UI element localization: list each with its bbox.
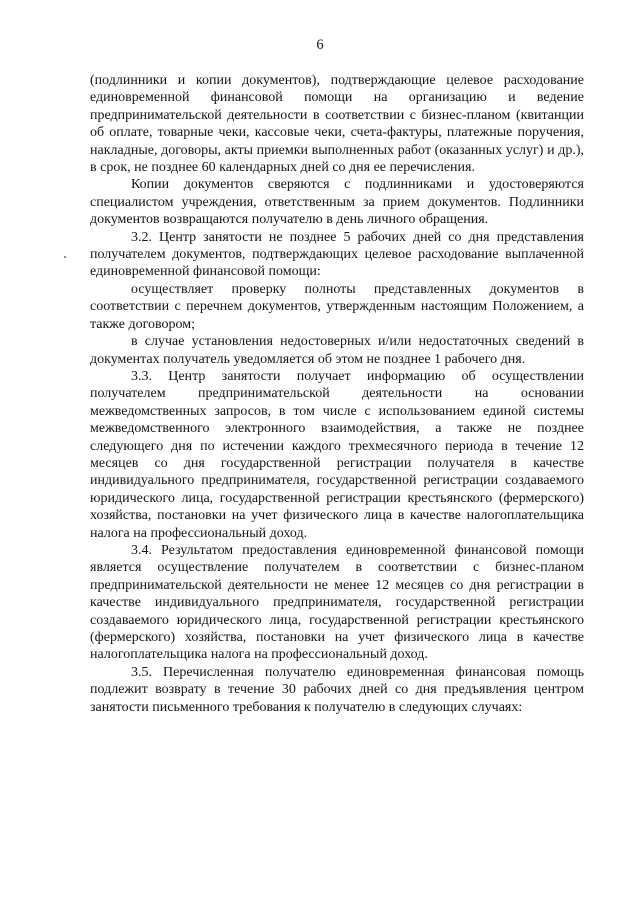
paragraph-documents-list: (подлинники и копии документов), подтверждающие целевое расходование единовременной финансовой помощи на организацию и ведение предпринимательской деятельности в соответствии с бизнес-планом (квитанции об оплате, товарные чеки, кассовые чеки, счета-фактуры, платежные поручения, накладные, договоры, акты приемки выполненных работ (оказанных услуг) и др.), в срок, не позднее 60 календарных дней со дня ее перечисления. (90, 73, 584, 176)
paragraph-notification: в случае установления недостоверных и/или недостаточных сведений в документах получатель уведомляется об этом не позднее 1 рабочего дня. (90, 334, 584, 367)
scan-speck (64, 256, 66, 258)
document-body (90, 72, 584, 716)
paragraph-clause-3-5: 3.5. Перечисленная получателю единовременная финансовая помощь подлежит возврату в течение 30 рабочих дней со дня предъявления центром занятости письменного требования к получателю в следующих случаях: (90, 664, 584, 715)
paragraph-completeness-check: осуществляет проверку полноты представленных документов в соответствии с перечнем документов, утвержденным настоящим Положением, а также договором; (90, 281, 584, 332)
page-number: 6 (316, 37, 324, 53)
paragraph-clause-3-2: 3.2. Центр занятости не позднее 5 рабочих дней со дня представления получателем документов, подтверждающих целевое расходование выплаченной единовременной финансовой помощи: (90, 229, 584, 280)
paragraph-clause-3-4: 3.4. Результатом предоставления единовременной финансовой помощи является осуществление получателем в соответствии с бизнес-планом предпринимательской деятельности не менее 12 месяцев со дня регистрации в качестве индивидуального предпринимателя, государственной регистрации создаваемого юридического лица, государственной регистрации крестьянского (фермерского) хозяйства, постановки на учет физического лица в качестве налогоплательщика налога на профессиональный доход. (90, 542, 584, 663)
paragraph-clause-3-3: 3.3. Центр занятости получает информацию об осуществлении получателем предпринимательской деятельности на основании межведомственных запросов, в том числе с использованием единой системы межведомственного электронного взаимодействия, а также не позднее следующего дня по истечении каждого трехмесячного периода в течение 12 месяцев со дня государственной регистрации получателя в качестве индивидуального предпринимателя, государственной регистрации создаваемого юридического лица, государственной регистрации крестьянского (фермерского) хозяйства, постановки на учет физического лица в качестве налогоплательщика налога на профессиональный доход. (90, 368, 584, 541)
paragraph-copies-verification: Копии документов сверяются с подлинниками и удостоверяются специалистом учреждения, ответственным за прием документов. Подлинники документов возвращаются получателю в день личного обращения. (90, 177, 584, 228)
